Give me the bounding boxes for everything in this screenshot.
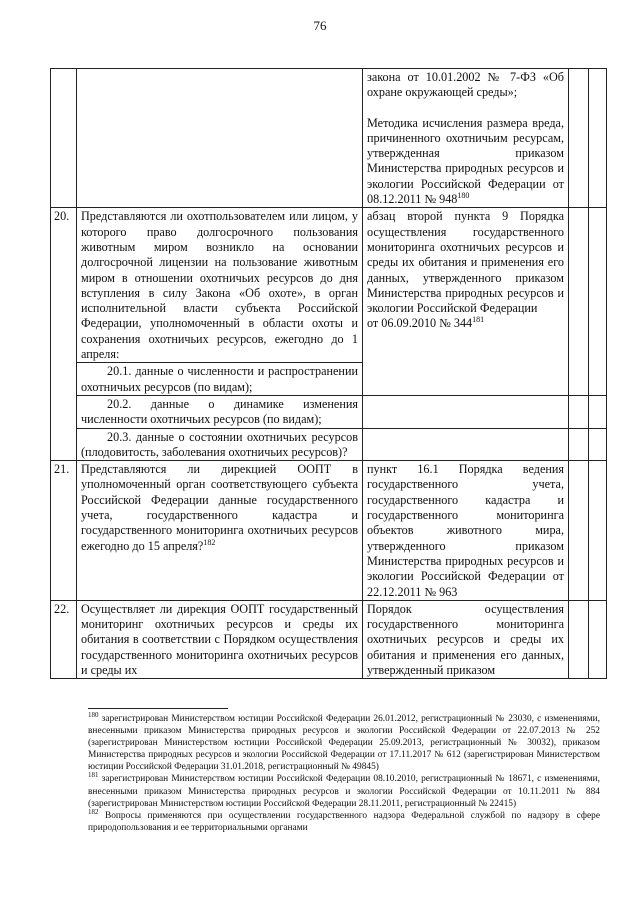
table-row [51,428,607,461]
table-row [51,69,607,208]
footnote-text: Вопросы применяются при осуществлении государственного надзора Федеральной службой по надзору в сфере природопользования и ее территориальными органами [88,810,600,833]
question-text: Осуществляет ли дирекция ООПТ государственный мониторинг охотничьих ресурсов и среды их обитания в соответствии с Порядком осуществления государственного мониторинга охотничьих ресурсов и среды их [77,600,363,678]
legal-basis-text: Порядок осуществления государственного мониторинга охотничьих ресурсов и среды их обитания и применения его данных, утвержденный приказом [363,600,569,678]
footnote-number: 180 [88,710,99,719]
legal-basis-cell [363,428,569,461]
footnotes [88,708,600,834]
answer-cell[interactable] [589,208,607,396]
footnote-ref: 180 [457,191,470,201]
row-number: 21. [51,461,77,601]
row-number [51,69,77,208]
question-text: Представляются ли охотпользователем или лицом, у которого право долгосрочного пользования животным миром возникло на основании долгосрочной лицензии на пользование животным миром в отношении охотничьих ресурсов до дня вступления в силу Закона «Об охоте», в орган исполнительной власти субъекта Российской Федерации, уполномоченный в области охоты и сохранения охотничьих ресурсов, ежегодно до 1 апреля: [77,208,363,363]
legal-basis-text [367,316,564,331]
table-row [51,208,607,363]
table-row [51,395,607,428]
sub-question-text: 20.3. данные о состоянии охотничьих ресурсов (плодовитость, заболевания охотничьих ресурсов)? [77,428,363,461]
answer-cell[interactable] [589,600,607,678]
answer-cell[interactable] [589,69,607,208]
answer-cell[interactable] [569,428,589,461]
question-cell [77,69,363,208]
table-row [51,600,607,678]
legal-basis-cell [363,208,569,396]
answer-cell[interactable] [569,208,589,396]
footnote-ref: 181 [472,315,485,325]
row-number: 20. [51,208,77,461]
row-number: 22. [51,600,77,678]
legal-basis-text: Методика исчисления размера вреда, причиненного охотничьим ресурсам, утвержденная приказом Министерства природных ресурсов и экологии Российской Федерации от 08.12.2011 № 948 [367,115,564,207]
page-number: 76 [313,18,327,33]
question-cell [77,461,363,601]
footnote-text: зарегистрирован Министерством юстиции Российской Федерации 08.10.2010, регистрационный № 18671, с изменениями, внесенными приказом Министерства природных ресурсов и экологии Российской Федерации от 10.11.2011 № 884 (зарегистрирован Министерством юстиции Российской Федерации 28.11.2011, регистрационный № 22415) [88,774,600,809]
question-text: Представляются ли дирекцией ООПТ в уполномоченный орган соответствующего субъекта Российской Федерации данные государственного учета, государственного кадастра и государственного мониторинга охотничьих ресурсов ежегодно до 15 апреля? [81,462,358,553]
footnote-number: 181 [88,771,99,780]
footnote [88,807,600,834]
sub-question-text: 20.1. данные о численности и распространении охотничьих ресурсов (по видам); [77,363,363,396]
sub-question-text: 20.2. данные о динамике изменения численности охотничьих ресурсов (по видам); [77,395,363,428]
legal-basis-text: абзац второй пункта 9 Порядка осуществления государственного мониторинга охотничьих ресурсов и среды их обитания и применения его данных, утвержденного приказом Министерства природных ресурсов и экологии Российской Федерации [367,209,564,316]
footnote-text: зарегистрирован Министерством юстиции Российской Федерации 26.01.2012, регистрационный № 23030, с изменениями, внесенными приказом Министерства природных ресурсов и экологии Российской Федерации от 22.07.2013 № 252 (зарегистрирован Министерством юстиции Российской Федерации 25.09.2013, регистрационный № 30032), приказом Министерства природных ресурсов и экологии Российской Федерации от 17.11.2017 № 612 (зарегистрирован Министерством юстиции Российской Федерации 31.01.2018, регистрационный № 49845) [88,714,600,773]
answer-cell[interactable] [569,600,589,678]
checklist-table [50,68,607,679]
answer-cell[interactable] [569,395,589,428]
footnote-number: 182 [88,807,99,816]
answer-cell[interactable] [569,69,589,208]
footnote [88,773,600,809]
table-row [51,461,607,601]
legal-basis-text [367,116,564,208]
legal-basis-date: от 06.09.2010 № 344 [367,316,473,331]
legal-basis-text: охране окружающей среды»; [367,85,518,100]
answer-cell[interactable] [569,461,589,601]
footnote-ref: 182 [203,537,216,547]
footnote-separator [88,708,228,709]
footnote [88,710,600,773]
legal-basis-cell [363,69,569,208]
answer-cell[interactable] [589,461,607,601]
legal-basis-text: закона от 10.01.2002 № 7-ФЗ «Об [367,70,564,84]
legal-basis-text: пункт 16.1 Порядка ведения государственного учета, государственного кадастра и государственного мониторинга объектов животного мира, утвержденного приказом Министерства природных ресурсов и экологии Российской Федерации от 22.12.2011 № 963 [363,461,569,601]
answer-cell[interactable] [589,428,607,461]
legal-basis-cell [363,395,569,428]
answer-cell[interactable] [589,395,607,428]
